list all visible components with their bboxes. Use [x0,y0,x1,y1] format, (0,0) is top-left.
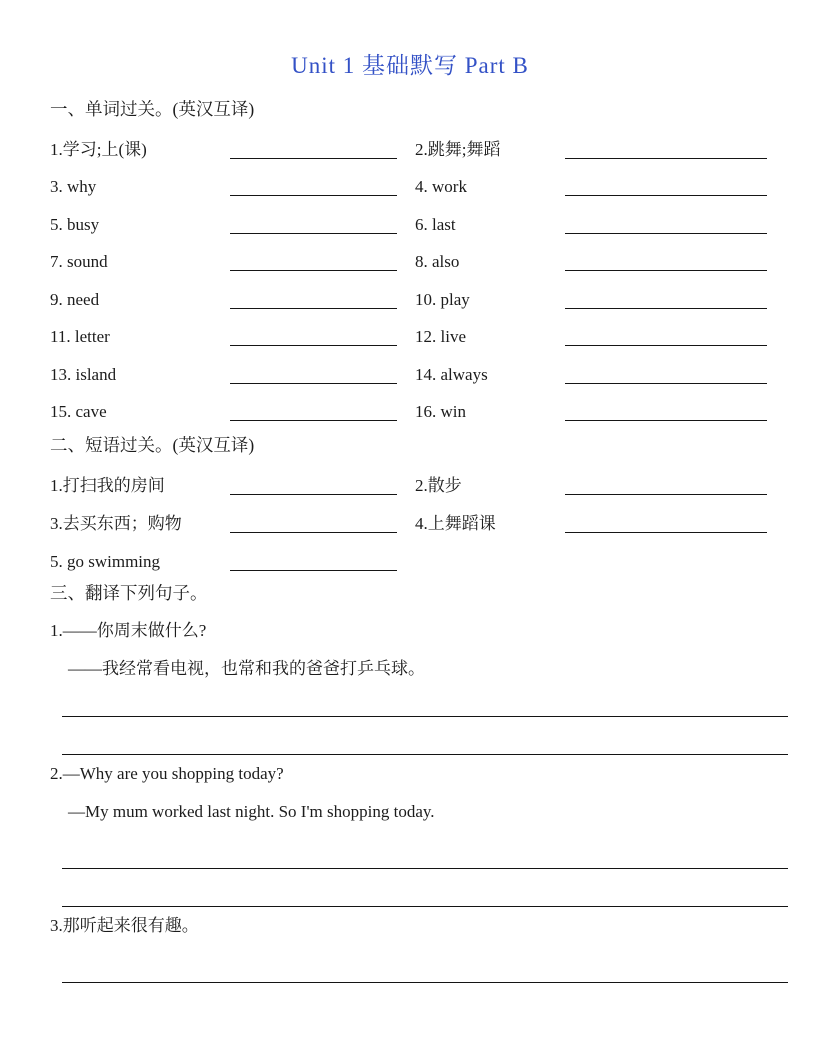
answer-blank-line [565,420,767,421]
answer-blank-line [230,308,397,309]
phrase-row [50,498,770,536]
word-row [50,124,770,162]
word-row [50,387,770,425]
word-row [50,274,770,312]
sentence-q1-line1: 1.——你周末做什么? [50,621,207,640]
answer-writing-line [62,982,788,983]
answer-blank-line [230,420,397,421]
phrase-item-label: 4.上舞蹈课 [415,514,496,533]
word-item-label: 3. why [50,177,97,196]
word-row [50,312,770,350]
word-item-label: 9. need [50,289,100,309]
word-item-label: 1.学习;上(课) [50,139,147,159]
word-item-label: 8. also [415,252,460,271]
word-item-label: 16. win [415,402,466,421]
word-row [50,199,770,237]
answer-blank-line [230,270,397,271]
word-item-label: 12. live [415,327,466,346]
answer-writing-line [62,716,788,717]
word-item-label: 13. island [50,364,117,384]
answer-writing-line [62,868,788,869]
answer-blank-line [230,158,397,159]
phrase-item-label: 1.打扫我的房间 [50,476,165,495]
sentence-q2-line1: 2.—Why are you shopping today? [50,764,284,783]
answer-blank-line [230,494,397,495]
word-item-label: 10. play [415,289,470,309]
word-item-label: 15. cave [50,402,107,421]
answer-blank-line [565,158,767,159]
word-list [50,124,770,424]
sentence-q1-line2: ——我经常看电视，也常和我的爸爸打乒乓球。 [68,659,425,678]
answer-blank-line [230,532,397,533]
section2-heading: 二、短语过关。(英汉互译) [50,435,255,455]
answer-blank-line [230,383,397,384]
answer-blank-line [230,195,397,196]
answer-blank-line [565,233,767,234]
sentence-q2-line2: —My mum worked last night. So I'm shopping today. [68,802,435,821]
word-item-label: 14. always [415,364,488,384]
answer-blank-line [565,308,767,309]
word-item-label: 6. last [415,214,456,234]
word-row [50,162,770,200]
word-item-label: 5. busy [50,214,100,234]
phrase-item-label: 5. go swimming [50,552,161,571]
answer-blank-line [565,345,767,346]
phrase-list [50,460,770,574]
phrase-row [50,460,770,498]
sentence-q3: 3.那听起来很有趣。 [50,916,199,935]
section1-heading: 一、单词过关。(英汉互译) [50,99,255,119]
answer-blank-line [565,383,767,384]
phrase-row [50,536,770,574]
answer-blank-line [565,270,767,271]
page-title: Unit 1 基础默写 Part B [291,53,529,78]
word-item-label: 4. work [415,177,467,196]
answer-blank-line [230,570,397,571]
word-item-label: 11. letter [50,327,110,346]
word-item-label: 7. sound [50,252,108,271]
answer-blank-line [565,494,767,495]
word-row [50,349,770,387]
answer-blank-line [565,195,767,196]
answer-blank-line [565,532,767,533]
section3-heading: 三、翻译下列句子。 [50,583,208,603]
answer-blank-line [230,345,397,346]
phrase-item-label: 2.散步 [415,476,462,495]
answer-blank-line [230,233,397,234]
word-item-label: 2.跳舞;舞蹈 [415,139,501,159]
phrase-item-label: 3.去买东西；购物 [50,514,182,533]
word-row [50,237,770,275]
